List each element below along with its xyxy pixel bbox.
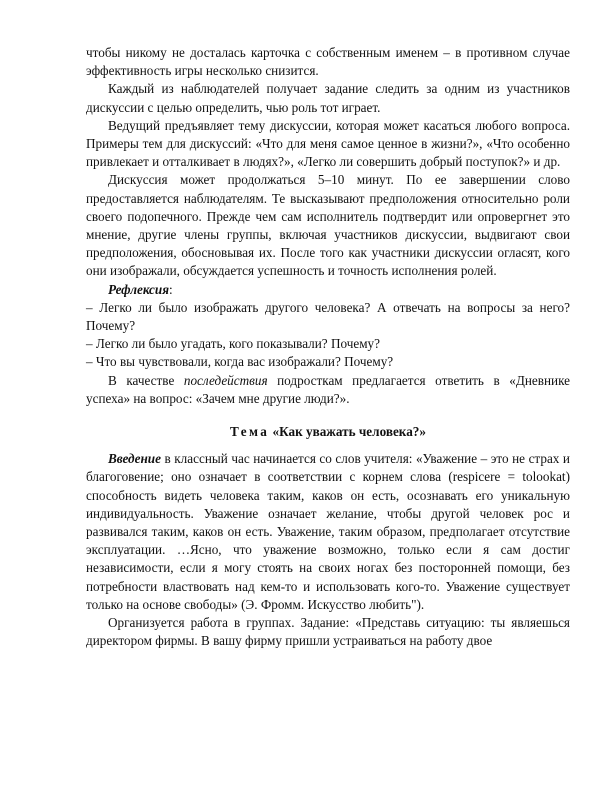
paragraph-observers: Каждый из наблюдателей получает задание следить за одним из участников дискуссии с целью определить, чью роль тот играет.	[86, 81, 570, 115]
reflection-colon: :	[169, 281, 173, 297]
aftereffect-pre: В качестве	[108, 372, 184, 388]
reflection-question-3: – Что вы чувствовали, когда вас изображали? Почему?	[86, 354, 394, 370]
paragraph-discussion-duration: Дискуссия может продолжаться 5–10 минут. По ее завершении слово предоставляется наблюдателям. Те высказывают предположения относительно роли своего подопечного. Прежде чем сам исполнитель подтвердит или опровергнет это мнение, другие члены группы, включая участников дискуссии, выдвигают свои предположения, обосновывая их. После того как участники дискуссии огласят, кого они изображали, обсуждается успешность и точность исполнения ролей.	[86, 172, 570, 279]
introduction-text: в классный час начинается со слов учителя: «Уважение – это не страх и благоговение; оно означает в соответствии с корнем слова (respicere = tolookat) способность видеть человека таким, каков он есть, осознавать его уникальную индивидуальность. Уважение означает желание, чтобы другой человек рос и развивался таким, каков он есть. Уважение, таким образом, предполагает отсутствие эксплуатации. …Ясно, что уважение возможно, только если я сам достиг независимости, если я могу стоять на своих ногах без посторонней помощи, без потребности властвовать над кем-то и использовать кого-то. Уважение существует только на основе свободы» (Э. Фромм. Искусство любить").	[86, 451, 570, 612]
introduction-label: Введение	[108, 451, 161, 467]
paragraph-continuation: чтобы никому не досталась карточка с собственным именем – в противном случае эффективность игры несколько снизится.	[86, 45, 570, 79]
paragraph-introduction	[86, 450, 570, 614]
paragraph-group-work: Организуется работа в группах. Задание: «Представь ситуацию: ты являешься директором фирмы. В вашу фирму пришли устраиваться на работу двое	[86, 615, 570, 649]
paragraph-aftereffect	[86, 372, 570, 408]
paragraph-discussion-topics: Ведущий предъявляет тему дискуссии, которая может касаться любого вопроса. Примеры тем для дискуссий: «Что для меня самое ценное в жизни?», «Что особенно привлекает и отталкивает в людях?», «Легко ли совершить добрый поступок?» и др.	[86, 117, 570, 170]
reflection-label: Рефлексия	[108, 281, 169, 297]
document-page	[86, 44, 570, 651]
heading-title: «Как уважать человека?»	[269, 424, 426, 440]
aftereffect-post: подросткам предлагается ответить в «Дневнике успеха» на вопрос: «Зачем мне другие люди?».	[86, 372, 571, 406]
aftereffect-term: последействия	[183, 372, 268, 388]
section-heading	[86, 423, 570, 441]
reflection-heading	[86, 281, 570, 299]
reflection-question-2: – Легко ли было угадать, кого показывали? Почему?	[86, 336, 381, 352]
reflection-question-1: – Легко ли было изображать другого человека? А отвечать на вопросы за него? Почему?	[86, 299, 570, 334]
heading-word: Тема	[230, 424, 270, 440]
